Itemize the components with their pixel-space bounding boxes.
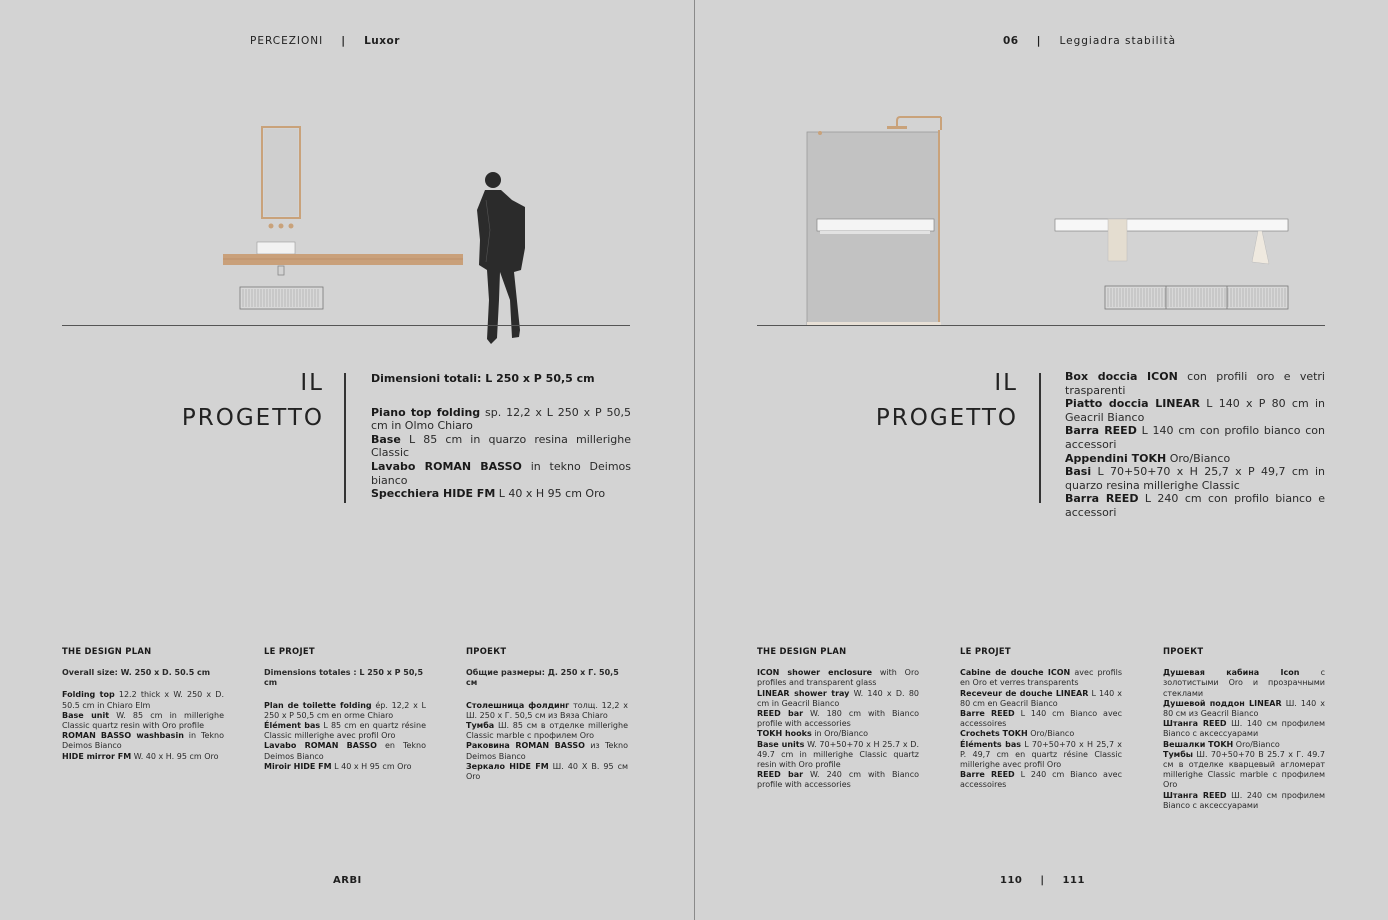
column-item (960, 689, 1122, 709)
column-item (466, 741, 628, 761)
column-item-label: Miroir HIDE FM (264, 761, 332, 771)
spec-item (1065, 452, 1325, 466)
column-item-text: avec profils en Oro et verres transparents (960, 668, 1122, 688)
column-item-label: Plan de toilette folding (264, 700, 372, 710)
column-item-label: Barre REED (960, 770, 1015, 780)
column-item-label: Душевая кабина Icon (1163, 668, 1300, 678)
column-item-label: ICON shower enclosure (757, 668, 873, 678)
shower-rose (887, 126, 907, 129)
column-item-label: Тумба (466, 721, 495, 731)
towel (1108, 219, 1127, 261)
footer-brand: ARBI (333, 875, 362, 886)
spec-item-label: Barra REED (1065, 424, 1137, 438)
column-item-label: REED bar (757, 770, 804, 780)
column-item-label: Receveur de douche LINEAR (960, 688, 1089, 698)
column-item-text: with Oro profiles and transparent glass (757, 668, 919, 688)
spec-item (1065, 424, 1325, 451)
right-footer (1000, 875, 1085, 886)
spec-item (1065, 397, 1325, 424)
left-col-russian (466, 646, 628, 782)
column-item (1163, 791, 1325, 811)
column-item-text: W. 240 cm with Bianco profile with accessories (757, 770, 919, 790)
column-item-text: Ш. 70+50+70 В 25.7 x Г. 49.7 см в отделке кварцевый агломерат millerighe Classic marble с профилем Oro (1163, 749, 1325, 790)
column-item (757, 689, 919, 709)
column-item-label: Crochets TOKH (960, 729, 1028, 739)
spec-item-text: L 140 cm con profilo bianco con accessori (1065, 424, 1325, 451)
column-item-text: L 85 cm en quartz résine Classic millerighe avec profil Oro (264, 721, 427, 741)
column-item-label: Раковина ROMAN BASSO (466, 741, 585, 751)
spec-item-label: Specchiera HIDE FM (371, 487, 496, 501)
column-item (466, 721, 628, 741)
tap-dot (279, 224, 284, 229)
column-item-text: L 70+50+70 x H 25,7 x P. 49,7 cm en quartz résine Classic millerighe avec profil Oro (960, 739, 1122, 770)
overall-dimensions: Dimensioni totali: L 250 x P 50,5 cm (371, 372, 595, 385)
spec-item-text: L 70+50+70 x H 25,7 x P 49,7 cm in quarzo resina millerighe Classic (1065, 465, 1325, 492)
column-item-label: REED bar (757, 709, 804, 719)
left-footer (333, 875, 362, 886)
right-title-divider (1039, 373, 1041, 503)
column-item (960, 740, 1122, 771)
column-item-label: Folding top (62, 690, 115, 700)
header-chapter-number: 06 (1003, 35, 1019, 47)
left-floor-line (62, 325, 630, 326)
column-item-label: Cabine de douche ICON (960, 668, 1071, 678)
spec-item-text: sp. 12,2 x L 250 x P 50,5 cm in Olmo Chiaro (371, 405, 631, 433)
column-item-label: Столешница фолдинг (466, 700, 570, 710)
shower-illustration (695, 0, 1388, 360)
column-item (1163, 699, 1325, 719)
column-item-text: W. 40 x H. 95 cm Oro (131, 751, 219, 761)
header-collection-name: Luxor (364, 35, 400, 47)
title-line-1: IL (300, 370, 324, 396)
title-line-2: PROGETTO (875, 405, 1018, 431)
column-heading: ПРОЕКТ (1163, 646, 1204, 656)
column-item (757, 709, 919, 729)
drain (278, 266, 284, 275)
reed-bar-long (1055, 219, 1288, 231)
column-item-label: HIDE mirror FM (62, 751, 132, 761)
column-item-text: толщ. 12,2 x Ш. 250 x Г. 50,5 см из Вяза Chiaro (466, 700, 628, 720)
column-item (757, 740, 919, 771)
column-heading: LE PROJET (960, 646, 1011, 656)
column-item-label: Base unit (62, 710, 110, 720)
right-col-russian (1163, 646, 1325, 811)
column-item (757, 729, 919, 739)
spec-item-text: L 240 cm con profilo bianco e accessori (1065, 492, 1325, 519)
spec-item-label: Barra REED (1065, 492, 1139, 506)
right-spec-list (1065, 370, 1325, 520)
spec-item (371, 460, 631, 487)
right-floor-line (757, 325, 1325, 326)
column-item-label: Base units (757, 739, 805, 749)
column-item-label: LINEAR shower tray (757, 688, 850, 698)
column-heading: LE PROJET (264, 646, 315, 656)
right-col-english (757, 646, 919, 791)
left-spec-block (371, 372, 631, 501)
header-chapter-name: Leggiadra stabilità (1059, 35, 1177, 47)
spec-item-text: in tekno Deimos bianco (371, 459, 632, 487)
spec-item-text: L 40 x H 95 cm Oro (495, 487, 606, 501)
column-item-text: 12.2 thick x W. 250 x D. 50.5 cm in Chiaro Elm (62, 690, 224, 710)
reed-bar-shadow (820, 231, 930, 234)
column-heading: ПРОЕКТ (466, 646, 507, 656)
column-item (264, 721, 426, 741)
header-separator: | (1036, 35, 1042, 47)
tap-dot (269, 224, 274, 229)
column-overall-size: Общие размеры: Д. 250 x Г. 50,5 см (466, 668, 619, 688)
column-item-text: из Tekno Deimos Bianco (466, 741, 628, 761)
left-title-divider (344, 373, 346, 503)
column-item-text: W. 85 cm in millerighe Classic quartz resin with Oro profile (62, 710, 224, 731)
spec-item-text: con profili oro e vetri trasparenti (1065, 370, 1325, 397)
column-item (466, 762, 628, 782)
column-item (264, 741, 426, 761)
column-item-text: Oro/Bianco (1233, 739, 1280, 749)
title-line-2: PROGETTO (181, 405, 324, 431)
spec-item-label: Basi (1065, 465, 1092, 479)
column-item (264, 762, 426, 772)
spec-item (1065, 492, 1325, 519)
column-item (62, 752, 224, 762)
spec-item (371, 487, 631, 501)
column-item-text: W. 140 x D. 80 cm in Geacril Bianco (757, 688, 920, 708)
spec-item-label: Base (371, 432, 401, 446)
column-item (62, 690, 224, 710)
column-item-text: en Tekno Deimos Bianco (264, 741, 426, 761)
column-item-text: Ш. 85 см в отделке millerighe Classic marble с профилем Oro (466, 721, 628, 741)
spec-item-text: L 140 x P 80 cm in Geacril Bianco (1065, 397, 1325, 424)
column-item-label: Штанга REED (1163, 719, 1227, 729)
spec-item (1065, 465, 1325, 492)
vanity-illustration (0, 0, 694, 360)
column-item-text: L 240 cm Bianco avec accessoires (960, 770, 1122, 790)
spec-item-label: Piano top folding (371, 405, 481, 419)
left-spec-list (371, 406, 631, 501)
column-item (757, 770, 919, 790)
column-item (960, 709, 1122, 729)
base-units (1105, 286, 1288, 309)
column-item-label: Élément bas (264, 721, 321, 731)
column-item (466, 701, 628, 721)
spec-item-label: Box doccia ICON (1065, 370, 1178, 383)
reed-bar-short (817, 219, 934, 231)
base-unit (240, 287, 323, 309)
folding-top (223, 254, 463, 265)
spec-item (371, 433, 631, 460)
page-number-left: 110 (1000, 875, 1023, 886)
column-item (62, 711, 224, 731)
column-item (1163, 719, 1325, 739)
spec-item-text: Oro/Bianco (1166, 451, 1231, 465)
column-item-text: W. 180 cm with Bianco profile with accessories (757, 709, 919, 729)
right-spec-block (1065, 370, 1325, 520)
right-col-french (960, 646, 1122, 791)
column-item (1163, 668, 1325, 699)
person-figure (477, 172, 525, 344)
column-item (960, 770, 1122, 790)
column-heading: THE DESIGN PLAN (757, 646, 847, 656)
column-item-text: Oro/Bianco (1027, 729, 1075, 739)
column-item-text: Ш. 40 X В. 95 см Oro (466, 761, 628, 782)
column-item (757, 668, 919, 688)
left-project-title (140, 366, 324, 436)
column-item (1163, 740, 1325, 750)
column-item-label: Barre REED (960, 709, 1015, 719)
left-col-english (62, 646, 224, 762)
column-item-label: ROMAN BASSO washbasin (62, 731, 184, 741)
tap-dot (289, 224, 294, 229)
spec-item-text: L 85 cm in quarzo resina millerighe Classic (371, 432, 631, 460)
title-line-1: IL (994, 370, 1018, 396)
right-project-title (835, 366, 1018, 436)
column-item (264, 701, 426, 721)
right-page (695, 0, 1388, 920)
header-section: PERCEZIONI (250, 35, 324, 47)
column-item-label: TOKH hooks (757, 729, 812, 739)
spec-item-label: Appendini TOKH (1065, 451, 1167, 465)
column-item-text: Ш. 140 см профилем Bianco с аксессуарами (1163, 719, 1325, 739)
column-item-label: Зеркало HIDE FM (466, 761, 549, 771)
column-item-text: ép. 12,2 x L 250 x P 50,5 cm en orme Chiaro (264, 700, 427, 720)
spec-item (1065, 370, 1325, 397)
column-item (960, 729, 1122, 739)
spec-item-label: Piatto doccia LINEAR (1065, 397, 1201, 411)
column-item-text: Ш. 240 см профилем Bianco с аксессуарами (1163, 790, 1325, 810)
column-item-text: L 140 x 80 cm en Geacril Bianco (960, 688, 1122, 708)
column-item (1163, 750, 1325, 791)
spec-item-label: Lavabo ROMAN BASSO (371, 459, 522, 473)
column-item-label: Éléments bas (960, 739, 1022, 749)
column-item (960, 668, 1122, 688)
column-item-text: Ш. 140 x 80 см из Geacril Bianco (1163, 698, 1325, 719)
glass-hinge (818, 131, 822, 135)
column-item-text: L 40 x H 95 cm Oro (331, 761, 412, 771)
left-col-french (264, 646, 426, 772)
page-number-right: 111 (1062, 875, 1085, 886)
column-item (62, 731, 224, 751)
spec-item (371, 406, 631, 433)
column-item-label: Штанга REED (1163, 790, 1227, 800)
washbasin (257, 242, 295, 254)
column-item-text: in Tekno Deimos Bianco (62, 731, 224, 751)
column-item-text: W. 70+50+70 x H 25.7 x D. 49.7 cm in millerighe Classic quartz resin with Oro profile (757, 739, 920, 770)
column-item-text: с золотистыми Oro и прозрачными стеклами (1163, 668, 1325, 698)
header-separator: | (341, 35, 347, 47)
column-overall-size: Dimensions totales : L 250 x P 50,5 cm (264, 668, 424, 688)
column-item-text: in Oro/Bianco (811, 729, 869, 739)
column-item-label: Душевой поддон LINEAR (1163, 698, 1282, 708)
column-item-label: Вешалки TOKH (1163, 739, 1234, 749)
hanging-cloth (1252, 231, 1269, 264)
column-heading: THE DESIGN PLAN (62, 646, 152, 656)
column-item-label: Lavabo ROMAN BASSO (264, 741, 377, 751)
column-item-label: Тумбы (1163, 749, 1194, 759)
footer-separator: | (1040, 875, 1045, 886)
column-item-text: L 140 cm Bianco avec accessoires (960, 709, 1122, 729)
column-overall-size: Overall size: W. 250 x D. 50.5 cm (62, 668, 211, 678)
mirror-glass (264, 129, 298, 216)
